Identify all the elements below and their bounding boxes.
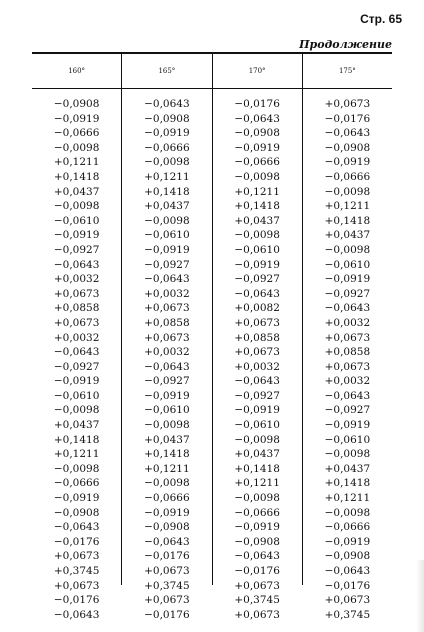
table-cell: +0,1211 xyxy=(144,170,190,183)
table-cell: +0,0858 xyxy=(144,316,190,329)
table-cell: +0,1211 xyxy=(53,156,100,169)
table-cell: −0,0919 xyxy=(53,375,100,388)
table-cell: −0,0610 xyxy=(53,389,100,402)
table-cell: +0,0858 xyxy=(234,331,280,344)
table-cell: +0,3745 xyxy=(234,594,280,607)
table-cell: −0,0176 xyxy=(144,550,190,563)
table-cell: +0,0437 xyxy=(53,419,100,432)
table-cell: −0,0666 xyxy=(234,156,280,169)
table-cell: −0,0098 xyxy=(144,156,190,169)
table-cell: −0,0908 xyxy=(53,98,100,110)
table-cell: −0,0643 xyxy=(53,608,100,621)
table-cell: +0,0673 xyxy=(324,98,371,110)
table-cell: +0,1211 xyxy=(53,448,100,461)
header-170: 170° xyxy=(212,54,302,88)
table-cell: +0,0673 xyxy=(144,331,190,344)
table-cell: +0,0032 xyxy=(324,316,371,329)
table-cell: +0,0673 xyxy=(234,608,280,621)
table-cell: +0,0032 xyxy=(234,360,280,373)
table-cell: −0,0908 xyxy=(234,535,280,548)
table-cell: −0,0927 xyxy=(234,389,280,402)
table-cell: +0,1418 xyxy=(324,214,371,227)
table-cell: −0,0927 xyxy=(144,375,190,388)
table-cell: −0,0176 xyxy=(234,98,280,110)
data-table xyxy=(32,52,392,621)
table-cell: −0,0098 xyxy=(234,229,280,242)
table-cell: +0,3745 xyxy=(53,565,100,577)
table-cell: +0,0673 xyxy=(53,550,100,563)
table-cell: +0,0673 xyxy=(324,331,371,344)
table-cell: −0,0098 xyxy=(234,433,280,446)
table-cell: +0,0858 xyxy=(324,346,371,359)
header-160: 160° xyxy=(68,67,86,75)
table-cell: −0,0919 xyxy=(53,492,100,505)
table-cell: +0,3745 xyxy=(324,608,371,621)
table-cell: −0,0908 xyxy=(53,506,100,519)
table-cell: −0,0643 xyxy=(234,287,280,300)
table-cell: +0,0437 xyxy=(144,433,190,446)
table-cell: +0,1418 xyxy=(234,200,280,213)
table-cell: −0,0643 xyxy=(53,521,100,534)
table-cell: +0,3745 xyxy=(144,579,190,592)
table-cell: −0,0643 xyxy=(144,273,190,286)
table-cell: −0,0643 xyxy=(234,550,280,563)
header-165: 165° xyxy=(121,54,211,88)
table-cell: −0,0643 xyxy=(324,302,371,315)
table-cell: −0,0666 xyxy=(144,141,190,154)
table-cell: −0,0176 xyxy=(234,565,280,577)
table-cell: −0,0643 xyxy=(53,346,100,359)
table-cell: −0,0098 xyxy=(324,243,371,256)
table-cell: −0,0098 xyxy=(144,419,190,432)
table-cell: −0,0176 xyxy=(324,579,371,592)
table-cell: −0,0610 xyxy=(234,243,280,256)
table-cell: −0,0176 xyxy=(324,112,371,125)
table-cell: −0,0098 xyxy=(53,404,100,417)
table-cell: −0,0919 xyxy=(144,127,190,140)
table-cell: −0,0176 xyxy=(53,594,100,607)
table-cell: −0,0643 xyxy=(234,112,280,125)
table-cell: −0,0919 xyxy=(324,273,371,286)
table-cell: −0,0908 xyxy=(324,550,371,563)
table-cell: −0,0919 xyxy=(144,506,190,519)
table-cell: +0,1211 xyxy=(144,462,190,475)
table-cell: −0,0919 xyxy=(234,404,280,417)
table-cell: −0,0908 xyxy=(324,141,371,154)
table-cell: +0,1418 xyxy=(144,185,190,198)
table-cell: +0,1418 xyxy=(144,448,190,461)
table-cell: −0,0098 xyxy=(324,506,371,519)
table-cell: −0,0919 xyxy=(234,521,280,534)
table-cell: −0,0643 xyxy=(234,375,280,388)
table-cell: −0,0610 xyxy=(234,419,280,432)
table-cell: +0,1418 xyxy=(324,477,371,490)
table-cell: −0,0643 xyxy=(324,565,371,577)
table-cell: −0,0643 xyxy=(324,389,371,402)
table-cell: −0,0610 xyxy=(144,229,190,242)
table-cell: +0,0673 xyxy=(234,579,280,592)
column-160 xyxy=(32,89,121,621)
column-165 xyxy=(121,89,211,621)
table-cell: −0,0098 xyxy=(324,448,371,461)
table-cell: −0,0643 xyxy=(144,535,190,548)
table-cell: −0,0666 xyxy=(324,170,371,183)
table-cell: −0,0643 xyxy=(144,360,190,373)
table-cell: +0,1211 xyxy=(324,492,371,505)
continuation-label: Продолжение xyxy=(299,38,392,51)
table-cell: −0,0666 xyxy=(53,127,100,140)
table-cell: +0,0673 xyxy=(144,302,190,315)
table-cell: +0,0673 xyxy=(324,594,371,607)
table-cell: +0,0437 xyxy=(144,200,190,213)
table-cell: −0,0610 xyxy=(324,433,371,446)
table-cell: +0,0032 xyxy=(53,331,100,344)
table-cell: −0,0919 xyxy=(234,258,280,271)
table-cell: −0,0098 xyxy=(144,477,190,490)
table-cell: −0,0919 xyxy=(53,112,100,125)
table-cell: −0,0666 xyxy=(324,521,371,534)
table-cell: −0,0908 xyxy=(144,112,190,125)
table-cell: +0,0858 xyxy=(53,302,100,315)
page-edge-shadow xyxy=(416,560,424,632)
table-cell: −0,0610 xyxy=(53,214,100,227)
table-cell: −0,0927 xyxy=(234,273,280,286)
table-cell: −0,0927 xyxy=(324,404,371,417)
table-cell: +0,0032 xyxy=(53,273,100,286)
table-cell: −0,0098 xyxy=(324,185,371,198)
table-cell: −0,0098 xyxy=(234,170,280,183)
table-cell: −0,0610 xyxy=(324,258,371,271)
table-cell: −0,0610 xyxy=(144,404,190,417)
table-cell: −0,0919 xyxy=(144,243,190,256)
table-cell: −0,0098 xyxy=(53,200,100,213)
table-cell: +0,1211 xyxy=(324,200,371,213)
column-170 xyxy=(212,89,302,621)
table-cell: −0,0919 xyxy=(324,156,371,169)
table-cell: +0,0437 xyxy=(234,448,280,461)
table-cell: +0,0673 xyxy=(234,316,280,329)
table-cell: −0,0098 xyxy=(144,214,190,227)
table-cell: +0,0673 xyxy=(53,287,100,300)
table-cell: −0,0098 xyxy=(53,141,100,154)
table-cell: +0,0032 xyxy=(144,346,190,359)
table-cell: −0,0176 xyxy=(53,535,100,548)
table-cell: −0,0098 xyxy=(53,462,100,475)
table-cell: +0,0673 xyxy=(144,565,190,577)
table-cell: +0,1418 xyxy=(53,170,100,183)
table-cell: −0,0643 xyxy=(324,127,371,140)
table-cell: −0,0919 xyxy=(234,141,280,154)
table-cell: +0,0673 xyxy=(234,346,280,359)
table-cell: −0,0927 xyxy=(144,258,190,271)
table-cell: −0,0908 xyxy=(234,127,280,140)
table-cell: −0,0919 xyxy=(53,229,100,242)
table-cell: +0,1211 xyxy=(234,477,280,490)
table-cell: −0,0919 xyxy=(324,419,371,432)
table-cell: −0,0666 xyxy=(144,492,190,505)
table-cell: −0,0908 xyxy=(144,521,190,534)
table-cell: −0,0927 xyxy=(53,243,100,256)
table-cell: −0,0927 xyxy=(53,360,100,373)
table-cell: −0,0927 xyxy=(324,287,371,300)
table-cell: +0,0437 xyxy=(324,229,371,242)
table-cell: +0,0673 xyxy=(144,594,190,607)
table-cell: +0,0032 xyxy=(324,375,371,388)
table-cell: −0,0666 xyxy=(234,506,280,519)
table-cell: −0,0666 xyxy=(53,477,100,490)
table-cell: −0,0098 xyxy=(234,492,280,505)
table-cell: +0,0437 xyxy=(53,185,100,198)
table-cell: +0,0437 xyxy=(234,214,280,227)
page-number: Стр. 65 xyxy=(360,12,402,26)
table-cell: +0,0082 xyxy=(234,302,280,315)
table-cell: +0,0032 xyxy=(144,287,190,300)
table-cell: +0,0673 xyxy=(53,316,100,329)
table-body xyxy=(32,89,392,621)
header-175: 175° xyxy=(302,54,392,88)
table-cell: +0,1418 xyxy=(53,433,100,446)
table-cell: +0,1418 xyxy=(234,462,280,475)
table-cell: −0,0919 xyxy=(324,535,371,548)
column-175 xyxy=(302,89,392,621)
table-header xyxy=(32,54,392,89)
table-cell: +0,0437 xyxy=(324,462,371,475)
table-cell: −0,0643 xyxy=(53,258,100,271)
table-cell: +0,0673 xyxy=(324,360,371,373)
table-cell: +0,0673 xyxy=(53,579,100,592)
table-cell: −0,0643 xyxy=(144,98,190,110)
table-cell: +0,1211 xyxy=(234,185,280,198)
table-cell: −0,0176 xyxy=(144,608,190,621)
table-cell: −0,0919 xyxy=(144,389,190,402)
